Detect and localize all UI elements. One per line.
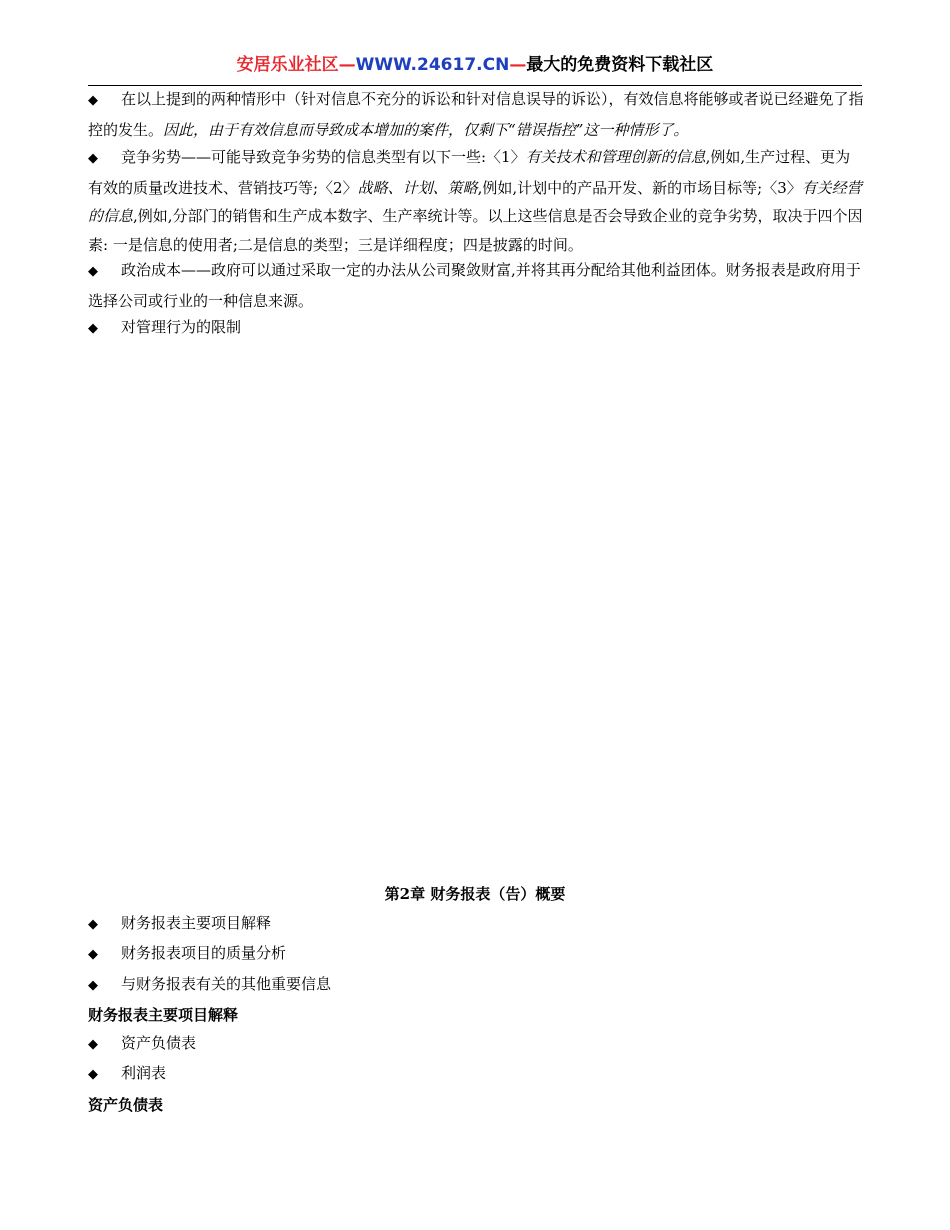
list-item-label: 资产负债表 xyxy=(121,1034,197,1052)
bullet-diamond-icon: ◆ xyxy=(88,1037,98,1052)
paragraph-italic-text: 有关技术和管理创新的信息 xyxy=(525,148,706,166)
bullet-diamond-icon: ◆ xyxy=(88,151,98,166)
paragraph-italic-text: 因此，由于有效信息而导致成本增加的案件，仅剩下“错误指控”这一种情形了。 xyxy=(163,120,689,139)
list-item xyxy=(88,912,271,936)
bullet-diamond-icon: ◆ xyxy=(88,947,98,962)
paragraph-text: 在以上提到的两种情形中（针对信息不充分的诉讼和针对信息误导的诉讼），有效信息将能够或者说已经避免了指控的发生。 xyxy=(88,90,864,139)
bullet-diamond-icon: ◆ xyxy=(88,917,98,932)
section-heading: 资产负债表 xyxy=(88,1096,164,1114)
paragraph-text: 对管理行为的限制 xyxy=(121,318,242,336)
list-item xyxy=(88,973,331,997)
paragraph-text: ,例如,分部门的销售和生产成本数字、生产率统计等。以上这些信息是否会导致企业的竞争劣势，取决于四个因素: 一是信息的使用者;二是信息的类型；三是详细程度；四是披露的时间。 xyxy=(88,207,863,254)
section-heading: 财务报表主要项目解释 xyxy=(88,1006,239,1024)
paragraph-political-cost xyxy=(88,256,864,315)
paragraph-text: 政治成本——政府可以通过采取一定的办法从公司聚敛财富,并将其再分配给其他利益团体。财务报表是政府用于选择公司或行业的一种信息来源。 xyxy=(88,261,861,310)
header-dash-2: — xyxy=(509,55,527,75)
paragraph-text: ,例如,生产过程、更为有效的质量改进技术、营销技巧等;〈2〉 xyxy=(88,148,851,197)
list-item xyxy=(88,942,286,966)
header-banner xyxy=(88,52,862,78)
paragraph-management-limits xyxy=(88,313,864,344)
header-dash-1: — xyxy=(338,55,356,75)
header-site-name: 安居乐业社区 xyxy=(236,55,339,75)
paragraph-italic-text: 战略、计划、策略 xyxy=(357,178,478,197)
list-item-label: 与财务报表有关的其他重要信息 xyxy=(121,975,332,993)
list-item xyxy=(88,1062,166,1086)
chapter-title: 第2章 财务报表（告）概要 xyxy=(384,885,566,903)
page-header xyxy=(88,52,862,86)
bullet-diamond-icon: ◆ xyxy=(88,1067,98,1082)
bullet-diamond-icon: ◆ xyxy=(88,264,98,279)
list-item-label: 利润表 xyxy=(121,1064,167,1082)
paragraph-italic-text: 有关经营的信息 xyxy=(88,178,862,226)
list-item xyxy=(88,1032,196,1056)
paragraph-competitive-disadvantage xyxy=(88,143,864,259)
bullet-diamond-icon: ◆ xyxy=(88,321,98,336)
paragraph-text: ,例如,计划中的产品开发、新的市场目标等;〈3〉 xyxy=(477,178,802,197)
paragraph-text: 竞争劣势——可能导致竞争劣势的信息类型有以下一些:〈1〉 xyxy=(121,148,526,166)
header-slogan: 最大的免费资料下载社区 xyxy=(526,55,714,75)
list-item-label: 财务报表项目的质量分析 xyxy=(121,944,287,962)
bullet-diamond-icon: ◆ xyxy=(88,978,98,993)
list-item-label: 财务报表主要项目解释 xyxy=(121,914,272,932)
header-url-link[interactable]: WWW.24617.CN xyxy=(355,55,510,75)
bullet-diamond-icon: ◆ xyxy=(88,93,98,108)
paragraph-litigation xyxy=(88,85,864,144)
